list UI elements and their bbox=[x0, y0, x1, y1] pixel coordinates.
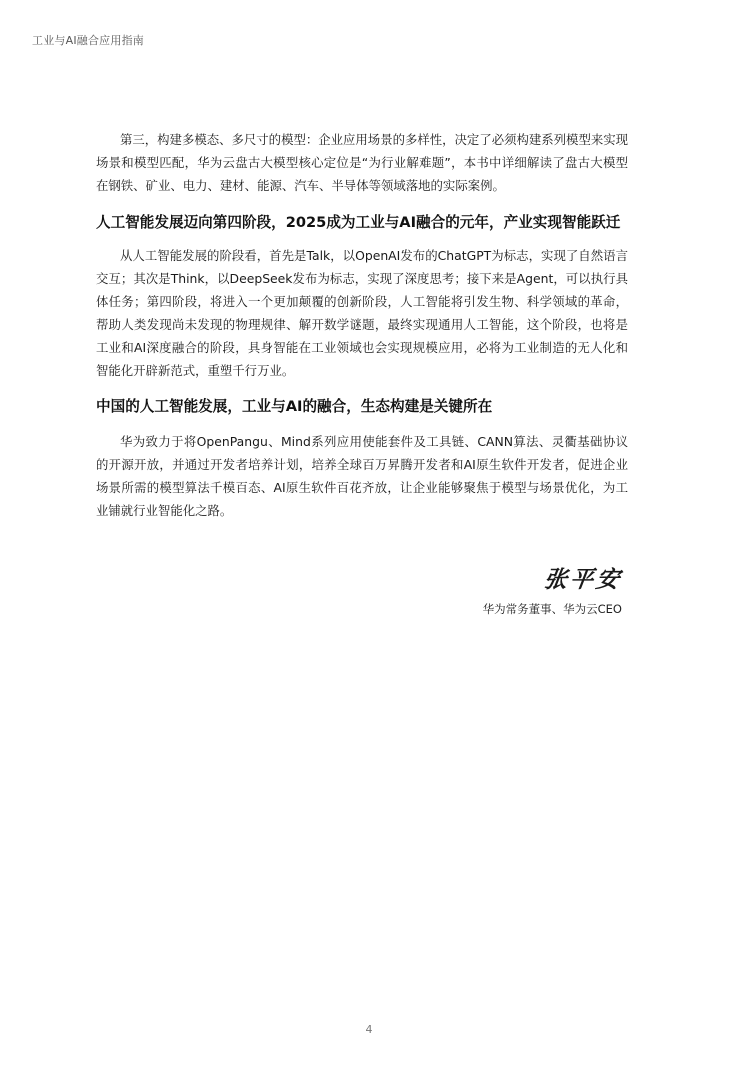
section-heading-fourth-stage: 人工智能发展迈向第四阶段，2025成为工业与AI融合的元年，产业实现智能跃迁 bbox=[96, 214, 621, 231]
paragraph-open-source-ecosystem: 华为致力于将OpenPangu、Mind系列应用使能套件及工具链、CANN算法、灵衢基础协议的开源开放，并通过开发者培养计划，培养全球百万昇腾开发者和AI原生软件开发者，促进企业场景所需的模型算法千模百态、AI原生软件百花齐放，让企业能够聚焦于模型与场景优化，为工业铺就行业智能化之路。 bbox=[96, 434, 628, 518]
paragraph-multimodal-models: 第三，构建多模态、多尺寸的模型：企业应用场景的多样性，决定了必须构建系列模型来实现场景和模型匹配，华为云盘古大模型核心定位是“为行业解难题”，本书中详细解读了盘古大模型在钢铁、矿业、电力、建材、能源、汽车、半导体等领域落地的实际案例。 bbox=[96, 132, 629, 193]
section-heading-ecosystem: 中国的人工智能发展，工业与AI的融合，生态构建是关键所在 bbox=[96, 398, 493, 415]
main-content bbox=[96, 128, 628, 522]
page-number: 4 bbox=[365, 1023, 373, 1036]
signature-block bbox=[483, 566, 622, 617]
paragraph-ai-stages: 从人工智能发展的阶段看，首先是Talk，以OpenAI发布的ChatGPT为标志，实现了自然语言交互；其次是Think，以DeepSeek发布为标志，实现了深度思考；接下来是Agent，可以执行具体任务；第四阶段，将进入一个更加颠覆的创新阶段，人工智能将引发生物、科学领域的革命，帮助人类发现尚未发现的物理规律、解开数学谜题，最终实现通用人工智能，这个阶段，也将是工业和AI深度融合的阶段，具身智能在工业领域也会实现规模应用，必将为工业制造的无人化和智能化开辟新范式，重塑千行万业。 bbox=[96, 248, 628, 378]
running-header: 工业与AI融合应用指南 bbox=[32, 34, 144, 47]
handwritten-signature: 张平安 bbox=[542, 566, 624, 593]
signer-title: 华为常务董事、华为云CEO bbox=[482, 602, 622, 616]
